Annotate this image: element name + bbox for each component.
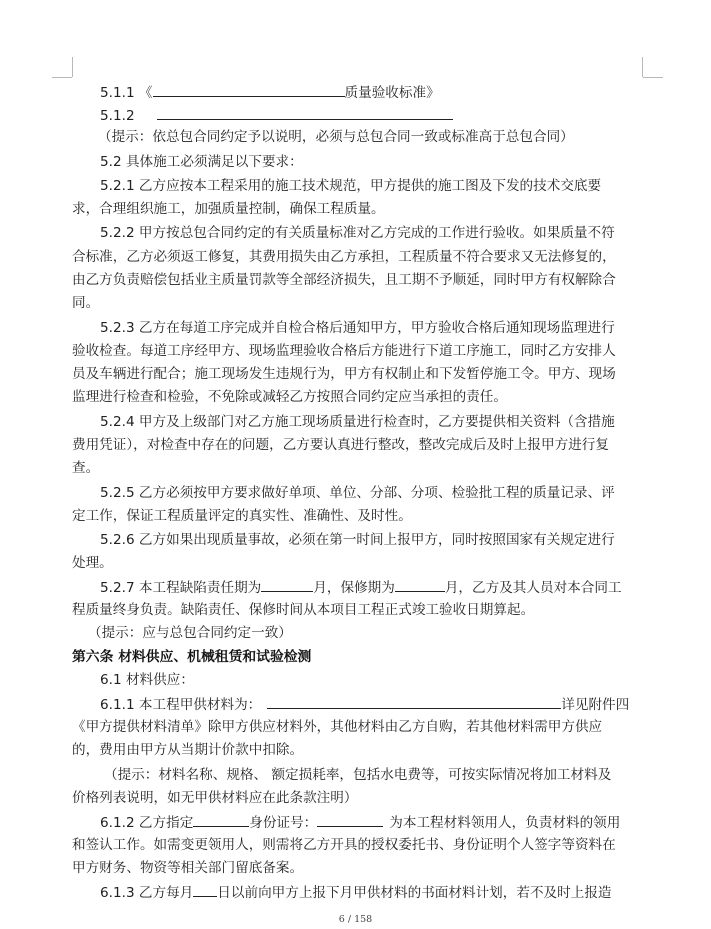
clause-5-1-2	[100, 105, 453, 126]
text: 质量验收标准》	[344, 85, 440, 101]
clause-6-1-2	[100, 812, 620, 833]
page-number: 6 / 158	[338, 914, 373, 925]
text: 6.1.3 乙方每月	[100, 885, 194, 901]
blank-field	[193, 812, 249, 827]
clause-5-2-7	[100, 577, 622, 598]
paragraph-line: 5.2.3 乙方在每道工序完成并自检合格后通知甲方，甲方验收合格后通知现场监理进行	[100, 320, 615, 336]
blank-field	[395, 577, 445, 592]
text: 5.1.2	[100, 108, 135, 124]
paragraph-line: 查。	[72, 460, 100, 476]
text: 月，保修期为	[313, 580, 395, 596]
paragraph-line: 5.2.4 甲方及上级部门对乙方施工现场质量进行检查时，乙方要提供相关资料（含措施	[100, 414, 615, 430]
text: 月，乙方及其人员对本合同工	[444, 580, 622, 596]
paragraph-line: 员及车辆进行配合；施工现场发生违规行为，甲方有权制止和下发暂停施工令。甲方、现场	[72, 366, 616, 382]
paragraph-line: 程质量终身负责。缺陷责任、保修时间从本项目工程正式竣工验收日期算起。	[72, 602, 535, 618]
hint-text: 价格列表说明，如无甲供材料应在此条款注明）	[72, 790, 358, 806]
crop-mark-top-right	[643, 77, 663, 78]
blank-field	[267, 694, 561, 709]
crop-mark-top-right	[642, 57, 643, 77]
clause-5-1-1	[100, 82, 440, 103]
hint-text: （提示：应与总包合同约定一致）	[88, 625, 292, 641]
paragraph-line: 同。	[72, 295, 100, 311]
text: 5.2.7 本工程缺陷责任期为	[100, 580, 262, 596]
article-6-heading: 第六条 材料供应、机械租赁和试验检测	[72, 649, 312, 665]
blank-field	[153, 82, 345, 97]
paragraph-line: 定工作，保证工程质量评定的真实性、准确性、及时性。	[72, 508, 412, 524]
blank-field	[261, 577, 313, 592]
clause-6-1-3	[100, 882, 612, 903]
paragraph-line: 5.2.1 乙方应按本工程采用的施工技术规范，甲方提供的施工图及下发的技术交底要	[100, 178, 602, 194]
crop-mark-top-left	[72, 57, 73, 77]
text: 为本工程材料领用人，负责材料的领用	[389, 815, 621, 831]
paragraph-line: 甲方财务、物资等相关部门留底备案。	[72, 860, 304, 876]
clause-6-1-1	[100, 694, 629, 715]
crop-mark-top-left	[52, 77, 72, 78]
paragraph-line: 5.2.6 乙方如果出现质量事故，必须在第一时间上报甲方，同时按照国家有关规定进行	[100, 532, 615, 548]
paragraph-line: 《甲方提供材料清单》除甲方供应材料外，其他材料由乙方自购，若其他材料需甲方供应	[72, 719, 603, 735]
blank-field	[317, 812, 383, 827]
blank-field	[193, 882, 217, 897]
section-6-1: 6.1 材料供应：	[100, 672, 194, 688]
paragraph-line: 5.2.5 乙方必须按甲方要求做好单项、单位、分部、分项、检验批工程的质量记录、评	[100, 485, 615, 501]
paragraph-line: 5.2.2 甲方按总包合同约定的有关质量标准对乙方完成的工作进行验收。如果质量不符	[100, 225, 615, 241]
paragraph-line: 处理。	[72, 555, 113, 571]
paragraph-line: 监理进行检查和检验，不免除或减轻乙方按照合同约定应当承担的责任。	[72, 389, 507, 405]
paragraph-line: 求，合理组织施工，加强质量控制，确保工程质量。	[72, 201, 385, 217]
blank-field	[157, 105, 453, 120]
text: 6.1.2 乙方指定	[100, 815, 194, 831]
section-5-2: 5.2 具体施工必须满足以下要求：	[100, 154, 303, 170]
text: 5.1.1 《	[100, 85, 153, 101]
paragraph-line: 合标准，乙方必须返工修复，其费用损失由乙方承担，工程质量不符合要求又无法修复的，	[72, 249, 616, 265]
paragraph-line: 的，费用由甲方从当期计价款中扣除。	[72, 742, 304, 758]
paragraph-line: 由乙方负责赔偿包括业主质量罚款等全部经济损失，且工期不予顺延，同时甲方有权解除合	[72, 272, 616, 288]
text: 日以前向甲方上报下月甲供材料的书面材料计划，若不及时上报造	[217, 885, 612, 901]
paragraph-line: 费用凭证），对检查中存在的问题，乙方要认真进行整改，整改完成后及时上报甲方进行复	[72, 437, 609, 453]
hint-text: （提示：依总包合同约定予以说明，必须与总包合同一致或标准高于总包合同）	[98, 129, 574, 145]
paragraph-line: 和签认工作。如需变更领用人，则需将乙方开具的授权委托书、身份证明个人签字等资料在	[72, 837, 616, 853]
text: 6.1.1 本工程甲供材料为：	[100, 697, 262, 713]
text: 详见附件四	[561, 697, 630, 713]
text: 身份证号：	[249, 815, 318, 831]
paragraph-line: 验收检查。每道工序经甲方、现场监理验收合格后方能进行下道工序施工，同时乙方安排人	[72, 343, 616, 359]
hint-text: （提示：材料名称、规格、 额定损耗率，包括水电费等，可按实际情况将加工材料及	[104, 767, 612, 783]
